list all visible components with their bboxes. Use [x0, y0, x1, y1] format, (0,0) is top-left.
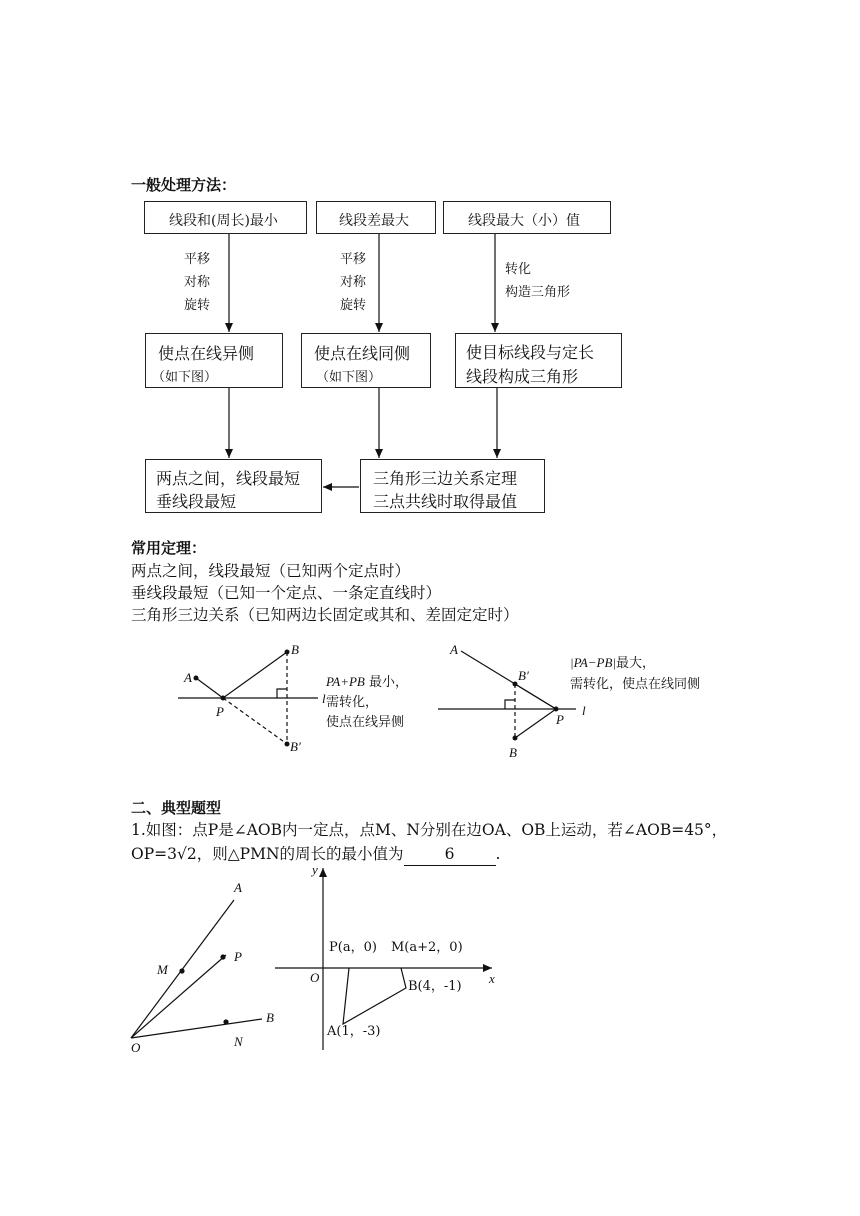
- section-heading-theorems: 常用定理：: [131, 539, 207, 557]
- label-A: A: [234, 880, 242, 895]
- label-P: P: [556, 712, 564, 727]
- label-B-prime: B′: [518, 668, 529, 683]
- problem-line1: 1.如图：点P是∠AOB内一定点，点M、N分别在边OA、OB上运动，若∠AOB=45°，: [131, 821, 728, 839]
- fig1-note-math: PA+PB: [326, 674, 365, 689]
- label-l: l: [582, 703, 586, 718]
- label-A-coord: A(1，-3): [327, 1024, 381, 1039]
- arrow-label-item: 平移: [184, 252, 211, 267]
- fig1-note-line3: 使点在线异侧: [326, 715, 405, 730]
- flow-box-line1: 使点在线同侧: [314, 344, 411, 363]
- label-P: P: [216, 704, 224, 719]
- flow-box-line2: 三点共线时取得最值: [373, 492, 518, 511]
- arrow-label-item: 构造三角形: [505, 285, 571, 300]
- label-P-coord: P(a，0): [329, 940, 377, 955]
- flow-box-line2: 垂线段最短: [156, 492, 237, 511]
- fig2-note-rest: 最大，: [616, 656, 656, 671]
- flow-box-line1: 使点在线异侧: [158, 344, 255, 363]
- label-B: B: [266, 1010, 274, 1025]
- arrow-label-item: 旋转: [184, 298, 211, 313]
- label-origin: O: [310, 970, 320, 985]
- flow-box-label: 线段最大（小）值: [468, 213, 580, 229]
- label-x: x: [489, 971, 495, 986]
- flow-box-line1: 两点之间，线段最短: [156, 469, 301, 488]
- label-A: A: [450, 642, 458, 657]
- fig1-note-line2: 需转化，: [326, 695, 379, 710]
- problem-period: .: [495, 845, 501, 863]
- section-heading-problems: 二、典型题型: [131, 799, 222, 817]
- flow-box-label: 线段和(周长)最小: [169, 213, 278, 229]
- arrow-label-item: 对称: [340, 275, 367, 290]
- problem-text: OP=3√2，则△PMN的周长的最小值为: [131, 845, 404, 863]
- flow-box-label: 线段差最大: [339, 213, 409, 229]
- fig2-note-math: |PA−PB|: [570, 655, 617, 670]
- label-l: l: [322, 691, 326, 706]
- label-B: B: [291, 642, 299, 657]
- arrow-label-item: 旋转: [340, 298, 367, 313]
- flow-box-line1: 三角形三边关系定理: [373, 469, 518, 488]
- label-y: y: [312, 862, 318, 877]
- label-P: P: [234, 949, 242, 964]
- label-B-coord: B(4，-1): [408, 979, 462, 994]
- section-heading-methods: 一般处理方法：: [131, 176, 237, 194]
- theorem-line: 三角形三边关系（已知两边长固定或其和、差固定定时）: [131, 606, 519, 624]
- path-P-A-B-M: [343, 968, 406, 1024]
- arrow-label-item: 对称: [184, 275, 211, 290]
- flow-box-line2: 线段构成三角形: [466, 367, 579, 386]
- flow-box-line2: （如下图）: [152, 370, 218, 385]
- label-B: B: [509, 745, 517, 760]
- flow-box-line1: 使目标线段与定长: [466, 343, 595, 362]
- flow-box-line2: （如下图）: [316, 370, 382, 385]
- answer-blank: 6: [404, 844, 496, 866]
- label-B-prime: B′: [290, 739, 301, 754]
- label-M: M: [157, 962, 168, 977]
- theorem-line: 垂线段最短（已知一个定点、一条定直线时）: [131, 584, 442, 602]
- label-O: O: [131, 1040, 141, 1055]
- label-M-coord: M(a+2，0): [391, 940, 463, 955]
- label-N: N: [234, 1034, 243, 1049]
- arrow-label-item: 转化: [505, 262, 532, 277]
- fig2-note-line2: 需转化，使点在线同侧: [570, 677, 701, 692]
- arrow-label-item: 平移: [340, 252, 367, 267]
- label-A: A: [184, 670, 192, 685]
- theorem-line: 两点之间，线段最短（已知两个定点时）: [131, 562, 411, 580]
- fig1-note-rest: 最小，: [364, 675, 409, 690]
